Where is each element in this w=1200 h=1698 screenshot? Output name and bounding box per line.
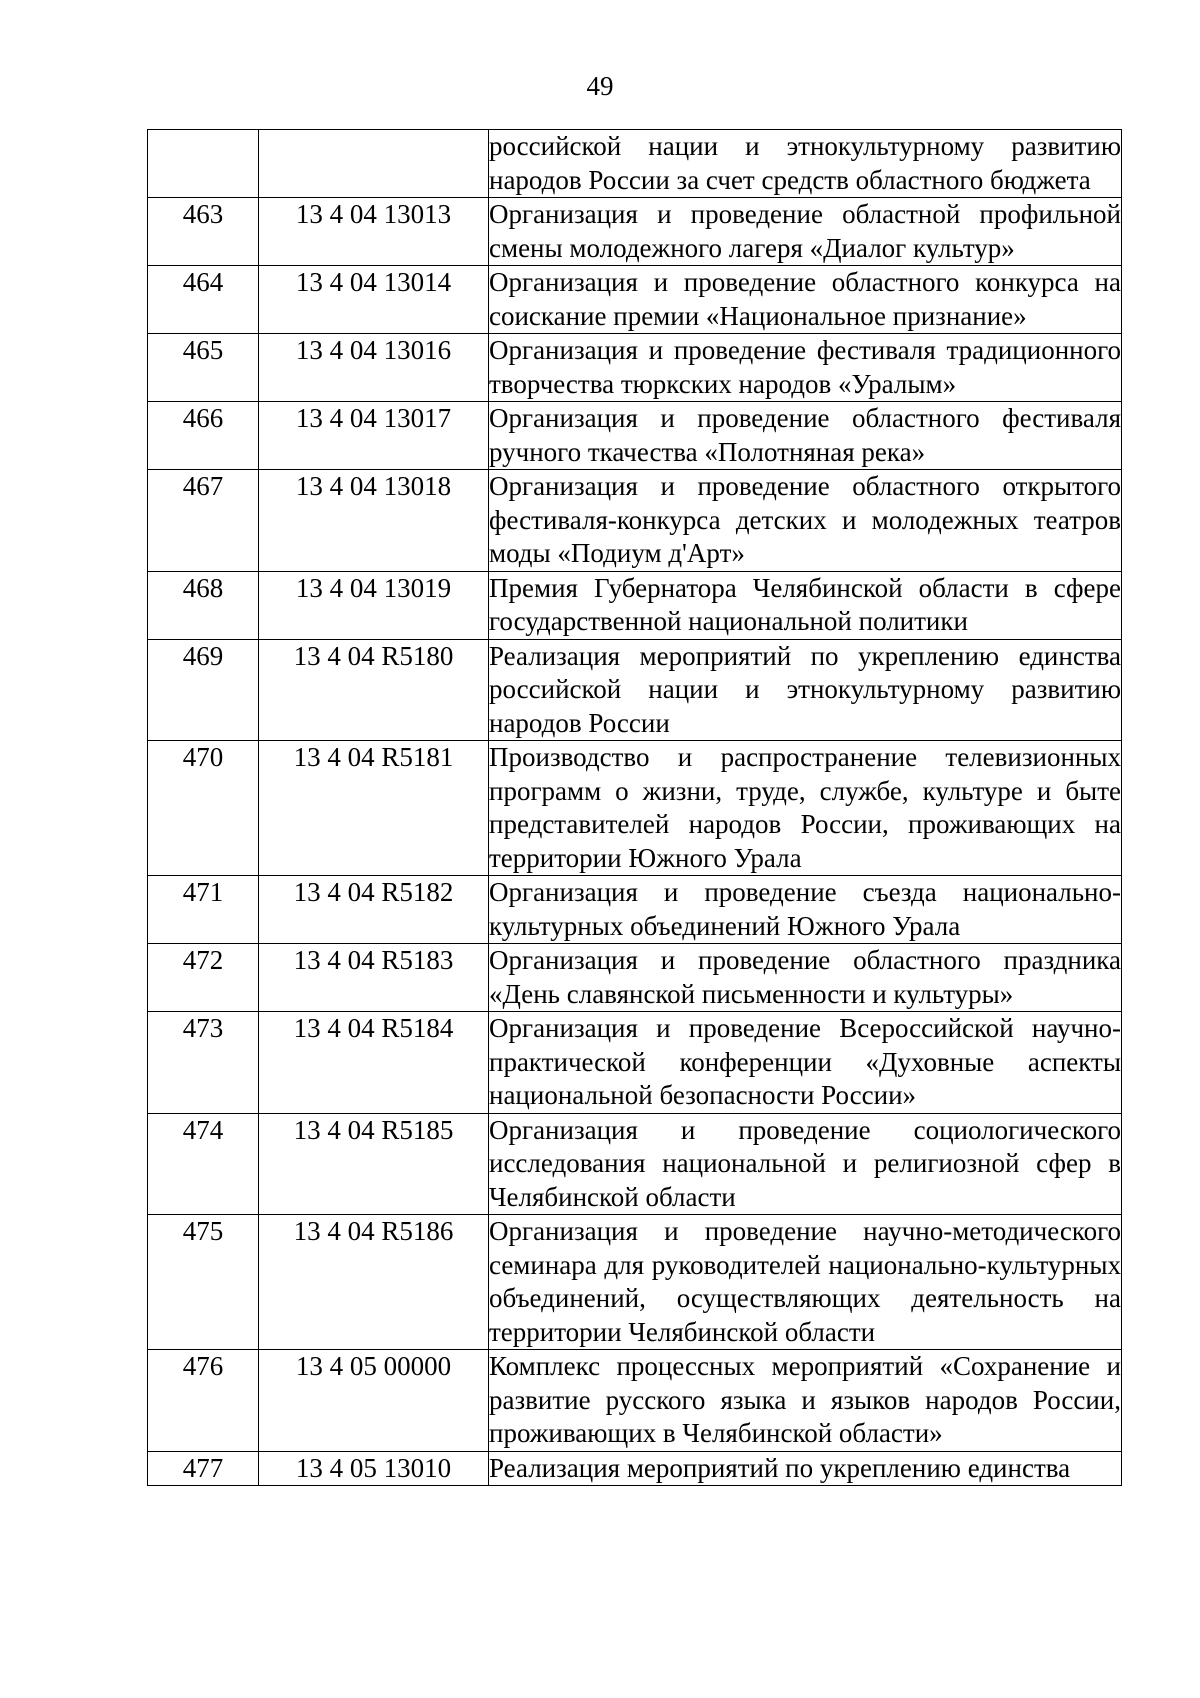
row-code: 13 4 04 R5185 <box>259 1113 489 1215</box>
table-row <box>148 1012 1122 1114</box>
row-code: 13 4 04 13019 <box>259 571 489 639</box>
row-number: 477 <box>148 1451 259 1486</box>
row-number: 476 <box>148 1350 259 1452</box>
table-row <box>148 470 1122 572</box>
row-description: Организация и проведение фестиваля традиционного творчества тюркских народов «Уралым» <box>489 334 1122 402</box>
row-description: Организация и проведение областного конкурса на соискание премии «Национальное признание» <box>489 266 1122 334</box>
row-description: Организация и проведение социологического исследования национальной и религиозной сфер в Челябинской области <box>489 1113 1122 1215</box>
row-description: Производство и распространение телевизионных программ о жизни, труде, службе, культуре и быте представителей народов России, проживающих на территории Южного Урала <box>489 741 1122 876</box>
table-row <box>148 266 1122 334</box>
row-description: Реализация мероприятий по укреплению единства <box>489 1451 1122 1486</box>
row-number <box>148 130 259 198</box>
row-code: 13 4 04 R5181 <box>259 741 489 876</box>
row-number: 463 <box>148 198 259 266</box>
row-code: 13 4 04 R5183 <box>259 944 489 1012</box>
row-code <box>259 130 489 198</box>
row-description: Организация и проведение областного праздника «День славянской письменности и культуры» <box>489 944 1122 1012</box>
row-code: 13 4 04 13013 <box>259 198 489 266</box>
row-code: 13 4 04 R5186 <box>259 1215 489 1350</box>
row-description: Организация и проведение Всероссийской научно-практической конференции «Духовные аспекты национальной безопасности России» <box>489 1012 1122 1114</box>
row-description: российской нации и этнокультурному развитию народов России за счет средств областного бюджета <box>489 130 1122 198</box>
row-code: 13 4 05 00000 <box>259 1350 489 1452</box>
row-code: 13 4 05 13010 <box>259 1451 489 1486</box>
row-number: 466 <box>148 402 259 470</box>
table-row <box>148 198 1122 266</box>
table-row <box>148 639 1122 741</box>
row-code: 13 4 04 R5180 <box>259 639 489 741</box>
row-number: 475 <box>148 1215 259 1350</box>
table-row <box>148 334 1122 402</box>
row-description: Организация и проведение научно-методического семинара для руководителей национально-культурных объединений, осуществляющих деятельность на территории Челябинской области <box>489 1215 1122 1350</box>
row-number: 467 <box>148 470 259 572</box>
row-code: 13 4 04 13016 <box>259 334 489 402</box>
table-row <box>148 741 1122 876</box>
row-description: Организация и проведение съезда национально-культурных объединений Южного Урала <box>489 876 1122 944</box>
row-description: Организация и проведение областной профильной смены молодежного лагеря «Диалог культур» <box>489 198 1122 266</box>
row-description: Комплекс процессных мероприятий «Сохранение и развитие русского языка и языков народов России, проживающих в Челябинской области» <box>489 1350 1122 1452</box>
table-row <box>148 1113 1122 1215</box>
row-code: 13 4 04 13018 <box>259 470 489 572</box>
row-description: Организация и проведение областного фестиваля ручного ткачества «Полотняная река» <box>489 402 1122 470</box>
table-row <box>148 402 1122 470</box>
row-number: 470 <box>148 741 259 876</box>
row-number: 472 <box>148 944 259 1012</box>
table-body <box>148 130 1122 1486</box>
table-row <box>148 1451 1122 1486</box>
row-number: 468 <box>148 571 259 639</box>
page-number: 49 <box>586 71 614 101</box>
table-row <box>148 130 1122 198</box>
row-code: 13 4 04 R5182 <box>259 876 489 944</box>
row-description: Организация и проведение областного открытого фестиваля-конкурса детских и молодежных театров моды «Подиум д'Арт» <box>489 470 1122 572</box>
row-number: 471 <box>148 876 259 944</box>
row-code: 13 4 04 R5184 <box>259 1012 489 1114</box>
table-row <box>148 571 1122 639</box>
table-row <box>148 1215 1122 1350</box>
row-number: 469 <box>148 639 259 741</box>
row-description: Реализация мероприятий по укреплению единства российской нации и этнокультурному развитию народов России <box>489 639 1122 741</box>
row-code: 13 4 04 13017 <box>259 402 489 470</box>
row-number: 464 <box>148 266 259 334</box>
table-row <box>148 1350 1122 1452</box>
row-number: 474 <box>148 1113 259 1215</box>
budget-classification-table <box>147 129 1122 1486</box>
row-description: Премия Губернатора Челябинской области в сфере государственной национальной политики <box>489 571 1122 639</box>
table-row <box>148 944 1122 1012</box>
row-number: 465 <box>148 334 259 402</box>
row-number: 473 <box>148 1012 259 1114</box>
table-row <box>148 876 1122 944</box>
row-code: 13 4 04 13014 <box>259 266 489 334</box>
